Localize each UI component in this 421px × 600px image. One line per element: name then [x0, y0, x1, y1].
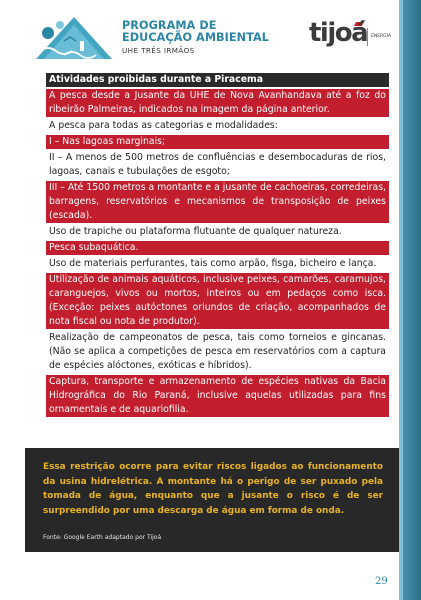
- list-item: Pesca subaquática.: [46, 241, 389, 255]
- page-header: [0, 0, 399, 66]
- page-number: 29: [375, 576, 388, 587]
- list-item: Captura, transporte e armazenamento de espécies nativas da Bacia Hidrográfica do Rio Paraná, inclusive aquelas utilizadas para fins ornamentais e de aquariofilia.: [46, 375, 389, 417]
- list-item: Utilização de animais aquáticos, inclusive peixes, camarões, caramujos, caranguejos, vivos ou mortos, inteiros ou em pedaços como isca. (Exceção: peixes autóctones oriundos de criação, acompanhados de nota fiscal ou nota de produtor).: [46, 273, 389, 329]
- list-item: II – A menos de 500 metros de confluências e desembocaduras de rios, lagoas, canais e tubulações de esgoto;: [46, 151, 389, 179]
- info-note-box: [25, 448, 399, 552]
- list-heading: Atividades proibidas durante a Piracema: [46, 73, 389, 87]
- list-item: A pesca para todas as categorias e modalidades:: [46, 119, 389, 133]
- side-accent-bar: [399, 0, 421, 600]
- list-item: I – Nas lagoas marginais;: [46, 135, 389, 149]
- prohibited-activities-list: [46, 73, 389, 419]
- list-item: III – Até 1500 metros a montante e a jusante de cachoeiras, corredeiras, barragens, reservatórios e mecanismos de transposição de peixes (escada).: [46, 181, 389, 223]
- list-item: A pesca desde a Jusante da UHE de Nova Avanhandava até a foz do ribeirão Palmeiras, indicados na imagem da página anterior.: [46, 89, 389, 117]
- program-title: PROGRAMA DE EDUCAÇÃO AMBIENTAL: [122, 19, 269, 44]
- brand-subtitle: ENERGIA: [371, 34, 392, 39]
- program-logo-icon: [34, 15, 114, 61]
- list-item: Uso de trapiche ou plataforma flutuante de qualquer natureza.: [46, 225, 389, 239]
- note-source: Fonte: Google Earth adaptado por Tijoá: [43, 534, 162, 541]
- note-text: Essa restrição ocorre para evitar riscos ligados ao funcionamento da usina hidrelétrica. A montante há o perigo de ser puxado pela tomada de água, enquanto que a jusante o risco é de ser surpreendido por uma descarga de água em forma de onda.: [43, 462, 383, 516]
- program-subtitle: UHE TRÊS IRMÃOS: [122, 46, 195, 55]
- brand-name: tijoá: [309, 18, 368, 48]
- brand-logo: [309, 18, 394, 50]
- brand-divider: [367, 28, 368, 46]
- list-item: Uso de materiais perfurantes, tais como arpão, fisga, bicheiro e lança.: [46, 257, 389, 271]
- list-item: Realização de campeonatos de pesca, tais como torneios e gincanas. (Não se aplica a competições de pesca em reservatórios com a captura de espécies alóctones, exóticas e híbridos).: [46, 331, 389, 373]
